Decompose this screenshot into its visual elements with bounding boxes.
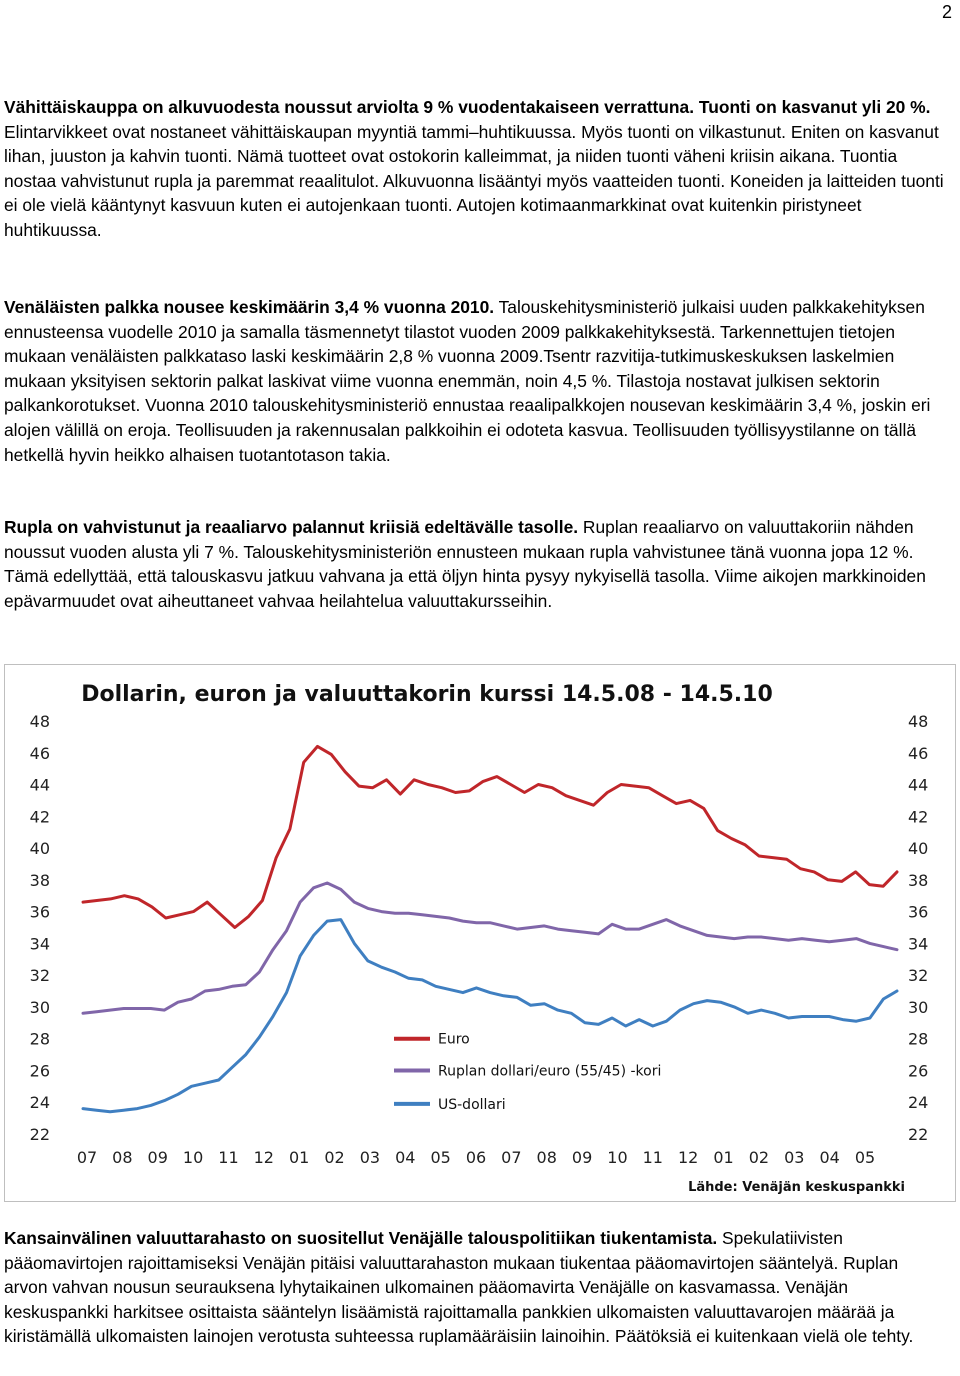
x-tick-label: 07 [501, 1148, 522, 1167]
x-tick-label: 08 [536, 1148, 557, 1167]
series-line [83, 920, 897, 1112]
page-number: 2 [941, 2, 952, 22]
y-tick-label-left: 46 [29, 743, 50, 763]
y-tick-label-right: 42 [908, 807, 929, 827]
x-tick-label: 04 [395, 1148, 416, 1167]
legend-label: Euro [438, 1031, 470, 1048]
paragraph-body: Ruplan reaaliarvo on valuuttakoriin nähden noussut vuoden alusta yli 7 %. Talouskehitysministeriön ennusteen mukaan rupla vahvistunee tänä vuonna jopa 12 %. Tämä edellyttää, että talouskasvu jatkuu vahvana ja että öljyn hinta pysyy nykyisellä tasolla. Viime aikojen markkinoiden epävarmuudet ovat aiheuttaneet vahvaa heilahtelua valuuttakursseihin. [4, 517, 926, 611]
exchange-rate-chart [4, 664, 956, 1202]
y-axis-left [30, 712, 50, 1144]
x-tick-label: 10 [607, 1148, 628, 1167]
paragraph-body: Elintarvikkeet ovat nostaneet vähittäiskaupan myyntiä tammi–huhtikuussa. Myös tuonti on vilkastunut. Eniten on kasvanut lihan, juuston ja kahvin tuonti. Nämä tuotteet ovat ostokorin kalleimmat, ja niiden tuonti väheni kriisin aikana. Tuontia nostaa vahvistunut rupla ja paremmat reaalitulot. Alkuvuonna lisääntyi myös vaatteiden tuonti. Koneiden ja laitteiden tuonti ei ole vielä kääntynyt kasvuun kuten ei autojenkaan tuonti. Autojen kotimaanmarkkinat ovat kuitenkin piristyneet huhtikuussa. [4, 121, 944, 240]
x-tick-label: 09 [571, 1148, 593, 1167]
x-tick-label: 03 [784, 1148, 805, 1167]
y-tick-label-left: 48 [29, 712, 50, 731]
x-tick-label: 02 [324, 1148, 345, 1167]
y-tick-label-left: 38 [29, 870, 50, 890]
paragraph-imf [4, 1226, 944, 1349]
x-tick-label: 03 [359, 1148, 381, 1167]
y-tick-label-right: 46 [908, 743, 929, 763]
paragraph-retail [4, 95, 944, 243]
y-tick-label-left: 32 [29, 966, 50, 986]
y-tick-label-left: 40 [29, 839, 50, 859]
x-tick-label: 11 [218, 1148, 239, 1167]
paragraph-ruble [4, 515, 944, 613]
y-tick-label-left: 44 [29, 775, 50, 795]
y-tick-label-right: 26 [908, 1061, 929, 1081]
y-tick-label-left: 28 [29, 1029, 50, 1049]
x-tick-label: 11 [642, 1148, 663, 1167]
paragraph-wages [4, 295, 944, 467]
y-tick-label-right: 44 [908, 775, 929, 795]
y-tick-label-left: 36 [29, 902, 50, 922]
x-axis [77, 1148, 875, 1167]
y-tick-label-right: 22 [908, 1125, 929, 1144]
chart-legend [394, 1032, 661, 1113]
x-tick-label: 06 [465, 1148, 487, 1167]
x-tick-label: 01 [289, 1148, 310, 1167]
paragraph-lead: Rupla on vahvistunut ja reaaliarvo palannut kriisiä edeltävälle tasolle. [4, 517, 579, 537]
chart-title: Dollarin, euron ja valuuttakorin kurssi 14.5.08 - 14.5.10 [81, 682, 773, 707]
x-tick-label: 02 [748, 1148, 770, 1167]
y-tick-label-right: 28 [908, 1029, 929, 1049]
x-tick-label: 10 [182, 1148, 204, 1167]
x-tick-label: 05 [854, 1148, 876, 1167]
y-tick-label-right: 24 [908, 1093, 929, 1113]
x-tick-label: 01 [713, 1148, 734, 1167]
y-tick-label-right: 30 [908, 997, 929, 1017]
x-tick-label: 05 [430, 1148, 451, 1167]
paragraph-body: Talouskehitysministeriö julkaisi uuden palkkakehityksen ennusteensa vuodelle 2010 ja samalla täsmennetyt tilastot vuoden 2009 palkkakehityksestä. Tarkennettujen tietojen mukaan venäläisten palkkataso laski keskimäärin 2,8 % vuonna 2009.Tsentr razvitija-tutkimuskeskuksen laskelmien mukaan yksityisen sektorin palkat laskivat viime vuonna enemmän, noin 4,5 %. Tilastoja nostavat julkisen sektorin palkankorotukset. Vuonna 2010 talouskehitysministeriö ennustaa reaalipalkkojen nousevan keskimäärin 3,4 %, joskin eri alojen välillä on eroja. Teollisuuden ja rakennusalan palkkoihin ei odoteta kasvua. Teollisuuden työllisyystilanne on tällä hetkellä hyvin heikko alhaisen tuotantotason takia. [4, 297, 931, 465]
y-tick-label-left: 24 [29, 1093, 50, 1113]
legend-label: Ruplan dollari/euro (55/45) -kori [438, 1063, 662, 1080]
y-tick-label-right: 36 [908, 902, 929, 922]
x-tick-label: 04 [819, 1148, 840, 1167]
x-tick-label: 09 [147, 1148, 168, 1167]
y-tick-label-right: 48 [908, 712, 929, 731]
series-lines [83, 746, 897, 1111]
chart-source: Lähde: Venäjän keskuspankki [688, 1180, 905, 1195]
paragraph-lead: Vähittäiskauppa on alkuvuodesta noussut arviolta 9 % vuodentakaiseen verrattuna. Tuonti on kasvanut yli 20 %. [4, 97, 931, 117]
y-tick-label-left: 34 [29, 934, 50, 954]
y-tick-label-left: 26 [29, 1061, 50, 1081]
x-tick-label: 08 [112, 1148, 133, 1167]
x-tick-label: 07 [76, 1148, 98, 1167]
paragraph-lead: Kansainvälinen valuuttarahasto on suositellut Venäjälle talouspolitiikan tiukentamista. [4, 1228, 718, 1248]
y-tick-label-right: 40 [908, 839, 929, 859]
y-tick-label-right: 32 [908, 966, 929, 986]
series-line [83, 746, 897, 927]
paragraph-body: Spekulatiivisten pääomavirtojen rajoittamiseksi Venäjän pitäisi valuuttarahaston mukaan tiukentaa pääomavirtojen sääntelyä. Ruplan arvon vahvan nousun seurauksena lyhytaikainen ulkomainen pääomavirta Venäjälle on kasvamassa. Venäjän keskuspankki harkitsee osittaista sääntelyn lisäämistä rajoittamalla pankkien ulkomaisten valuuttavarojen määrää ja kiristämällä ulkomaisten lainojen verotusta suhteessa ruplamääräisiin lainoihin. Päätöksiä ei kuitenkaan vielä ole tehty. [4, 1228, 914, 1347]
y-tick-label-right: 34 [908, 934, 929, 954]
x-tick-label: 12 [678, 1148, 699, 1167]
y-tick-label-right: 38 [908, 870, 929, 890]
y-tick-label-left: 22 [29, 1125, 50, 1144]
y-tick-label-left: 30 [29, 997, 50, 1017]
paragraph-lead: Venäläisten palkka nousee keskimäärin 3,4 % vuonna 2010. [4, 297, 495, 317]
y-tick-label-left: 42 [29, 807, 50, 827]
x-tick-label: 12 [253, 1148, 274, 1167]
legend-label: US-dollari [438, 1096, 506, 1113]
y-axis-right [908, 712, 928, 1144]
chart-svg [5, 665, 955, 1201]
